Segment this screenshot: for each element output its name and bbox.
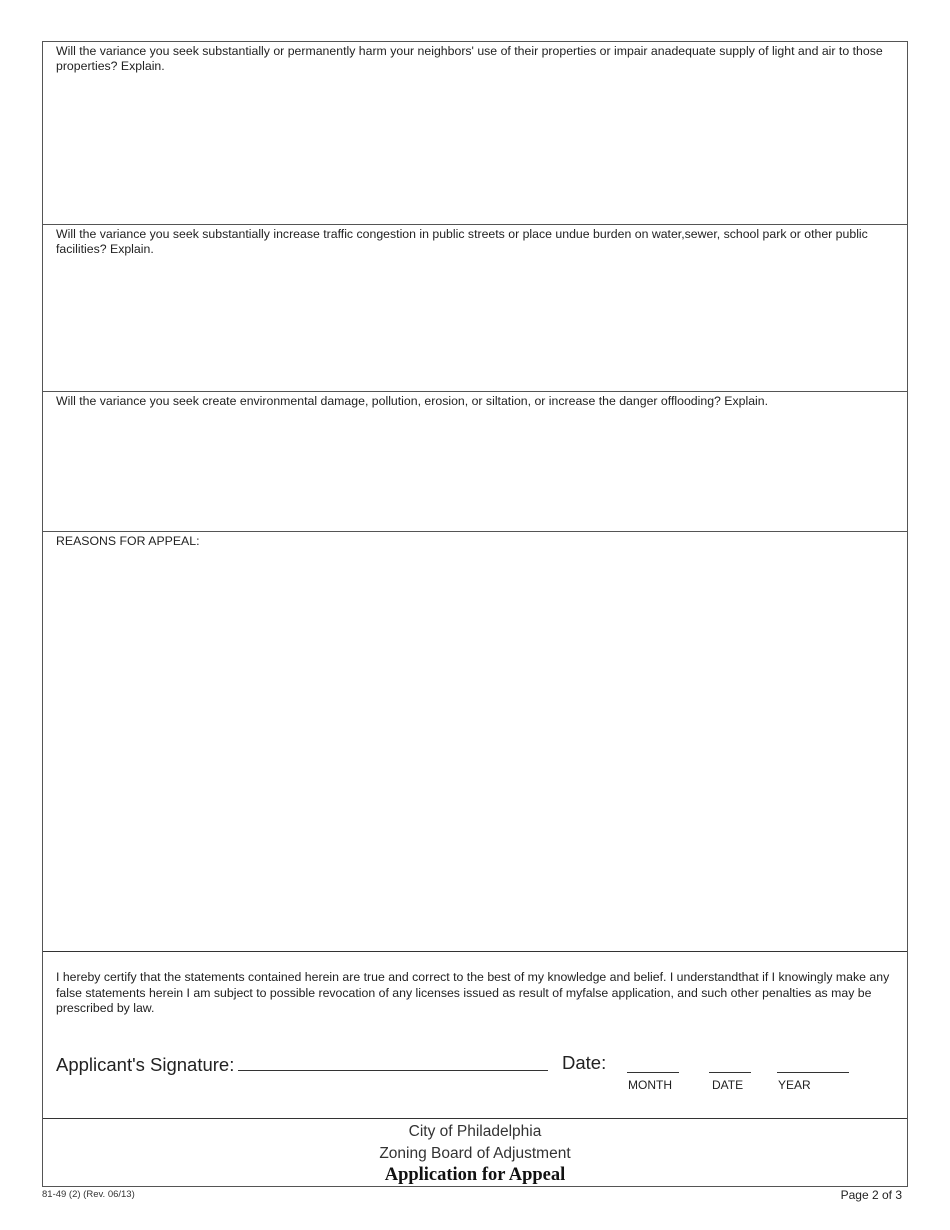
day-field[interactable] — [709, 1071, 751, 1073]
signature-row — [56, 1052, 548, 1076]
day-label: DATE — [712, 1078, 744, 1092]
signature-field[interactable] — [238, 1052, 548, 1071]
form-title: Application for Appeal — [384, 1165, 566, 1185]
year-label: YEAR — [778, 1078, 811, 1092]
certification-statement: I hereby certify that the statements contained herein are true and correct to the best of my knowledge and belief. I understandthat if I knowingly make any false statements herein I am subject to possible revocation of any licenses issued as result of myfalse application, and such other penalties as may be prescribed by law. — [56, 970, 890, 1015]
environment-answer-field[interactable] — [43, 412, 907, 531]
traffic-answer-field[interactable] — [43, 261, 907, 391]
light-air-answer-field[interactable] — [43, 78, 907, 224]
reasons-label: REASONS FOR APPEAL: — [56, 534, 200, 548]
environment-question-section — [43, 392, 907, 532]
light-air-question-section — [43, 42, 907, 225]
reasons-section — [43, 532, 907, 952]
city-name: City of Philadelphia — [408, 1123, 542, 1140]
reasons-answer-field[interactable] — [43, 552, 907, 951]
month-field[interactable] — [627, 1071, 679, 1073]
board-name: Zoning Board of Adjustment — [379, 1145, 571, 1162]
date-label: Date: — [562, 1052, 607, 1073]
page-number: Page 2 of 3 — [840, 1188, 902, 1202]
form-number: 81-49 (2) (Rev. 06/13) — [42, 1189, 135, 1200]
form-footer — [43, 1119, 907, 1188]
month-label: MONTH — [628, 1078, 672, 1092]
traffic-question-section — [43, 225, 907, 392]
certification-section — [43, 952, 907, 1119]
appeal-form — [42, 41, 908, 1187]
light-air-question: Will the variance you seek substantially or permanently harm your neighbors' use of their properties or impair anadequate supply of light and air to those properties? Explain. — [56, 44, 883, 73]
year-field[interactable] — [777, 1071, 849, 1073]
traffic-question: Will the variance you seek substantially increase traffic congestion in public streets or place undue burden on water,sewer, school park or other public facilities? Explain. — [56, 227, 868, 256]
signature-label: Applicant's Signature: — [56, 1054, 235, 1075]
environment-question: Will the variance you seek create environmental damage, pollution, erosion, or siltation, or increase the danger offlooding? Explain. — [56, 394, 769, 408]
